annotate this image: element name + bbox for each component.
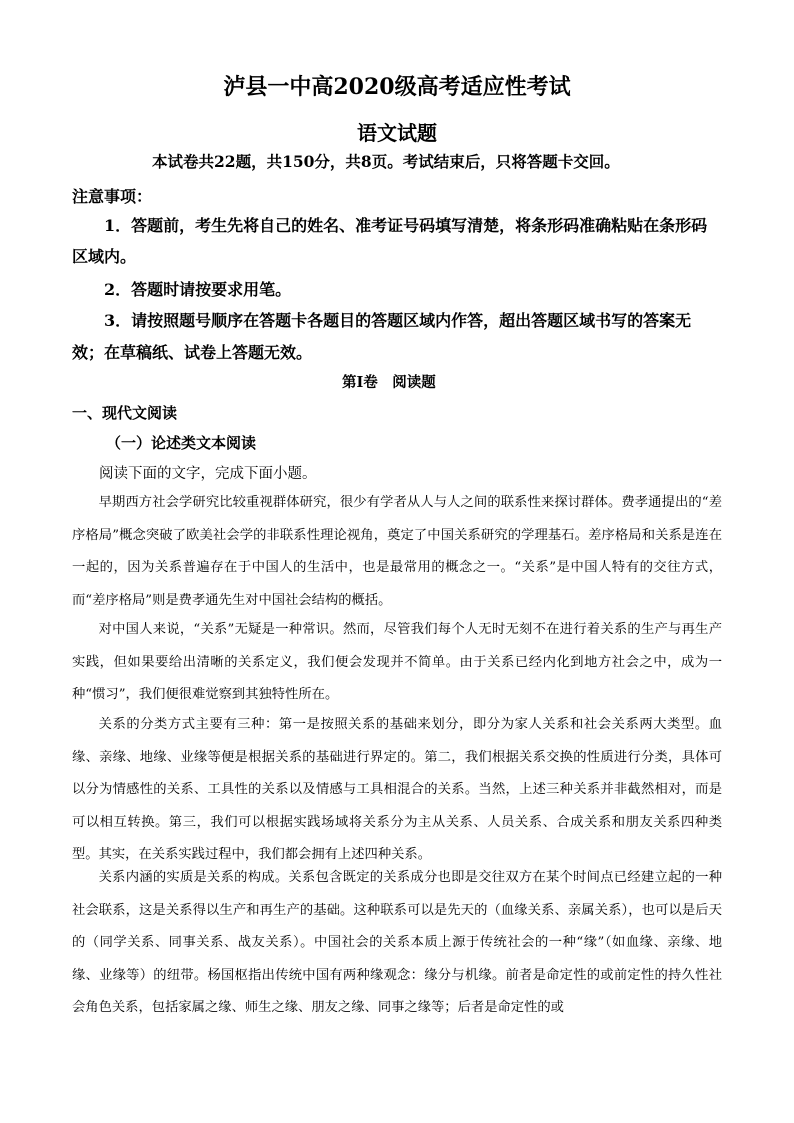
notice-item-1: 1．答题前，考生先将自己的姓名、准考证号码填写清楚，将条形码准确粘贴在条形码 <box>104 216 708 235</box>
passage-paragraph-4: 关系内涵的实质是关系的构成。关系包含既定的关系成分也即是交往双方在某个时间点已经建立起的一种社会联系，这是关系得以生产和再生产的基础。这种联系可以是先天的（血缘关系、亲属关系），也可以是后天的（同学关系、同事关系、战友关系）。中国社会的关系本质上源于传统社会的一种“缘”（如血缘、亲缘、地缘、业缘等）的纽带。杨国枢指出传统中国有两种缘观念：缘分与机缘。前者是命定性的或前定性的持久性社会角色关系，包括家属之缘、师生之缘、朋友之缘、同事之缘等；后者是命定性的或 <box>72 870 722 1015</box>
notice-heading: 注意事项： <box>72 187 153 206</box>
exam-title: 泸县一中高2020级高考适应性考试 <box>223 74 571 100</box>
notice-item-3-cont: 效；在草稿纸、试卷上答题无效。 <box>72 343 313 362</box>
part-heading: 一、现代文阅读 <box>72 404 178 422</box>
passage-paragraph-2: 对中国人来说，“关系”无疑是一种常识。然而，尽管我们每个人无时无刻不在进行着关系的生产与再生产实践，但如果要给出清晰的关系定义，我们便会发现并不简单。由于关系已经内化到地方社会之中，成为一种“惯习”，我们便很难觉察到其独特性所在。 <box>72 622 722 702</box>
exam-subtitle: 语文试题 <box>357 121 437 145</box>
notice-item-3: 3．请按照题号顺序在答题卡各题目的答题区域内作答，超出答题区域书写的答案无 <box>104 311 692 330</box>
subsection-heading: （一）论述类文本阅读 <box>106 434 257 452</box>
exam-intro: 本试卷共22题，共150分，共8页。考试结束后，只将答题卡交回。 <box>152 152 620 171</box>
notice-item-1-cont: 区域内。 <box>72 247 137 266</box>
reading-instruction: 阅读下面的文字，完成下面小题。 <box>99 466 317 482</box>
volume-heading: 第Ⅰ卷 阅读题 <box>342 374 436 391</box>
notice-item-2: 2．答题时请按要求用笔。 <box>104 280 292 299</box>
passage-paragraph-1: 早期西方社会学研究比较重视群体研究，很少有学者从人与人之间的联系性来探讨群体。费孝通提出的“差序格局”概念突破了欧美社会学的非联系性理论视角，奠定了中国关系研究的学理基石。差序格局和关系是连在一起的，因为关系普遍存在于中国人的生活中，也是最常用的概念之一。“关系”是中国人特有的交往方式，而“差序格局”则是费孝通先生对中国社会结构的概括。 <box>72 495 722 608</box>
passage-paragraph-3: 关系的分类方式主要有三种：第一是按照关系的基础来划分，即分为家人关系和社会关系两大类型。血缘、亲缘、地缘、业缘等便是根据关系的基础进行界定的。第二，我们根据关系交换的性质进行分类，具体可以分为情感性的关系、工具性的关系以及情感与工具相混合的关系。当然，上述三种关系并非截然相对，而是可以相互转换。第三，我们可以根据实践场域将关系分为主从关系、人员关系、合成关系和朋友关系四种类型。其实，在关系实践过程中，我们都会拥有上述四种关系。 <box>72 717 722 862</box>
